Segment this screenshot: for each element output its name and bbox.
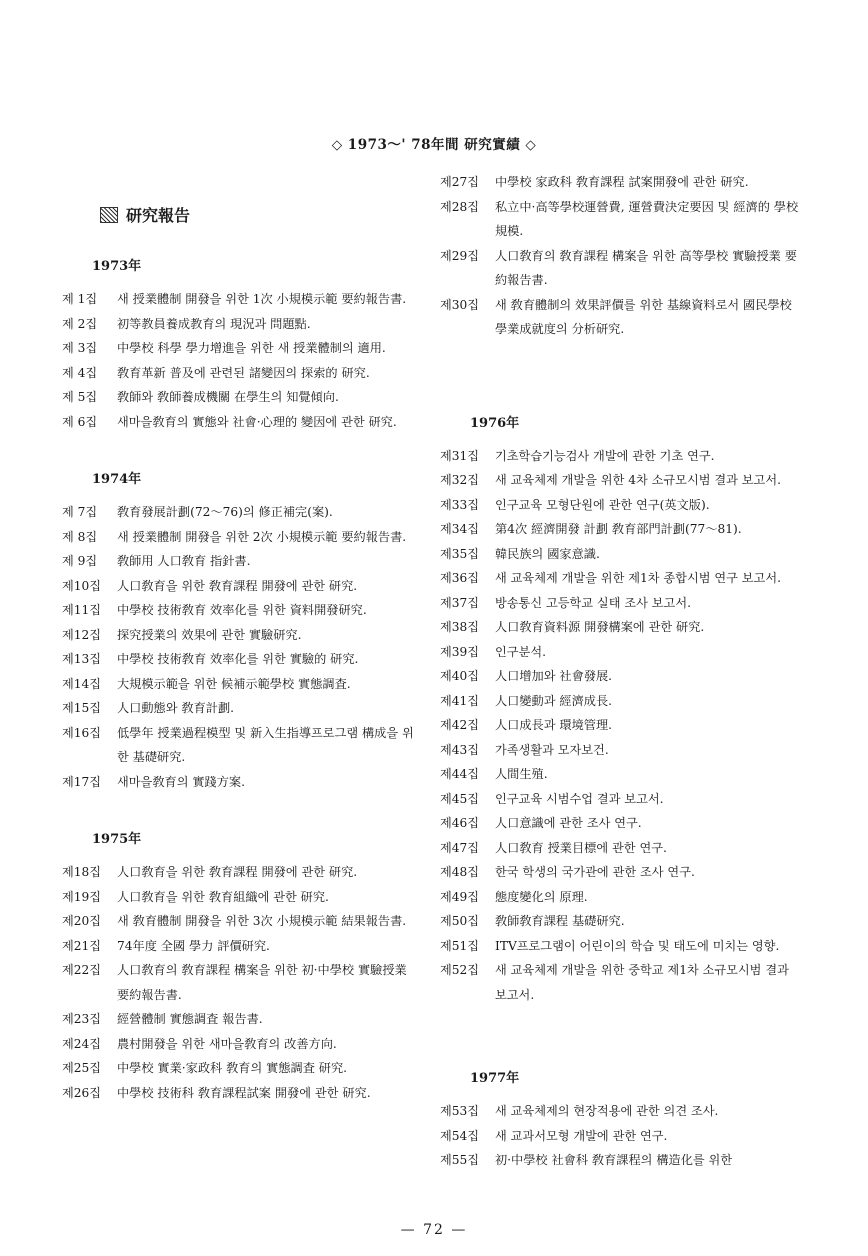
report-title: 가족생활과 모자보건.	[495, 742, 609, 757]
report-number: 제46집	[440, 816, 480, 830]
report-number: 제27집	[440, 175, 480, 189]
list-item	[440, 566, 800, 591]
report-number: 제12집	[62, 627, 102, 642]
report-title: 敎育革新 普及에 관련된 諸變因의 探索的 研究.	[117, 365, 370, 380]
list-item	[62, 312, 422, 337]
list-item	[62, 574, 422, 599]
list-item	[440, 885, 800, 910]
report-title: 初·中學校 社會科 敎育課程의 構造化를 위한	[495, 1153, 733, 1167]
report-number: 제36집	[440, 571, 480, 585]
report-title: 中學校 實業·家政科 敎育의 實態調査 研究.	[117, 1061, 348, 1075]
report-title: 새 교과서모형 개발에 관한 연구.	[495, 1128, 668, 1143]
report-number: 제34집	[440, 522, 480, 536]
section-heading	[100, 203, 190, 226]
report-title: 새 授業體制 開發을 위한 2次 小規模示範 要約報告書.	[117, 529, 407, 544]
report-number: 제35집	[440, 546, 480, 561]
report-title: 人口敎育을 위한 敎育組織에 관한 研究.	[117, 889, 329, 904]
report-title: 敎師와 敎師養成機關 在學生의 知覺傾向.	[117, 390, 339, 404]
report-number: 제55집	[440, 1153, 480, 1167]
list-item	[62, 410, 422, 435]
list-item	[440, 762, 800, 787]
report-title: 새마을敎育의 實踐方案.	[117, 774, 245, 789]
list-item	[440, 170, 800, 195]
report-title: 한국 학생의 국가관에 관한 조사 연구.	[495, 865, 695, 879]
report-title: 人口成長과 環境管理.	[495, 718, 613, 732]
list-item	[62, 721, 422, 770]
report-title: 中學校 技術敎育 效率化를 위한 實驗的 研究.	[117, 652, 359, 666]
list-item	[62, 1081, 422, 1106]
list-item	[440, 517, 800, 542]
list-item	[440, 444, 800, 469]
report-title: 低學年 授業過程模型 및 新入生指導프로그램 構成을 위한 基礎研究.	[117, 725, 414, 764]
report-number: 제45집	[440, 791, 480, 806]
list-item	[440, 664, 800, 689]
report-number: 제19집	[62, 889, 102, 904]
report-number: 제 6집	[62, 414, 98, 429]
list-item	[440, 591, 800, 616]
report-title: 人口敎育의 敎育課程 構案을 위한 高等學校 實驗授業 要約報告書.	[495, 248, 797, 287]
report-number: 제48집	[440, 865, 480, 879]
report-number: 제40집	[440, 669, 480, 683]
report-number: 제21집	[62, 938, 102, 953]
report-number: 제47집	[440, 840, 480, 855]
page-number: — 72 —	[400, 1222, 468, 1238]
year-heading-1973: 1973年	[92, 259, 142, 274]
report-title: 人口增加와 社會發展.	[495, 669, 613, 683]
left-column	[62, 255, 422, 1105]
list-item	[440, 811, 800, 836]
list-item	[62, 549, 422, 574]
list-item	[440, 293, 800, 342]
hatched-square-icon	[100, 207, 118, 223]
list-item	[62, 770, 422, 795]
report-number: 제51집	[440, 938, 480, 953]
report-title: 人口敎育을 위한 敎育課程 開發에 관한 研究.	[117, 578, 358, 593]
report-number: 제54집	[440, 1128, 480, 1143]
year-heading-1976: 1976年	[470, 415, 520, 431]
report-number: 제43집	[440, 742, 480, 757]
report-title: 새 교육체제 개발을 위한 제1차 종합시범 연구 보고서.	[495, 571, 781, 585]
report-title: 敎師用 人口敎育 指針書.	[117, 554, 251, 568]
right-column	[440, 170, 800, 1173]
report-title: 人口動態와 敎育計劃.	[117, 701, 235, 715]
report-number: 제37집	[440, 595, 480, 610]
report-title: 初等教員養成教育의 現況과 問題點.	[117, 316, 311, 331]
list-item	[440, 713, 800, 738]
list-item	[440, 1124, 800, 1149]
list-item	[440, 934, 800, 959]
report-title: 敎師敎育課程 基礎研究.	[495, 914, 625, 928]
list-item	[440, 1099, 800, 1124]
list-item	[440, 195, 800, 244]
list-item	[62, 647, 422, 672]
report-number: 제15집	[62, 701, 102, 715]
report-title: 人口意識에 관한 조사 연구.	[495, 816, 642, 830]
report-title: 人口敎育資料源 開發構案에 관한 研究.	[495, 620, 705, 634]
list-item	[62, 336, 422, 361]
list-item	[62, 909, 422, 934]
report-number: 제50집	[440, 914, 480, 928]
list-item	[440, 958, 800, 1007]
page-header: ◇ 1973〜' 78年間 研究實績 ◇	[331, 137, 537, 153]
year-heading-1977: 1977年	[470, 1071, 520, 1086]
report-title: 새 교육체제 개발을 위한 4차 소규모시범 결과 보고서.	[495, 473, 781, 487]
report-title: 第4次 經濟開發 計劃 敎育部門計劃(77〜81).	[495, 522, 742, 536]
list-item	[62, 500, 422, 525]
list-item	[440, 738, 800, 763]
report-title: 새 敎育體制 開發을 위한 3次 小規模示範 結果報告書.	[117, 914, 407, 928]
list-item	[440, 1148, 800, 1173]
report-title: 人間生殖.	[495, 767, 548, 781]
report-number: 제29집	[440, 248, 480, 263]
report-title: 人口變動과 經濟成長.	[495, 693, 613, 708]
report-number: 제42집	[440, 718, 480, 732]
report-number: 제18집	[62, 865, 102, 879]
list-item	[62, 525, 422, 550]
year-heading-1975: 1975年	[92, 832, 142, 847]
report-title: 새 교육체제의 현장적용에 관한 의견 조사.	[495, 1104, 719, 1118]
list-item	[62, 958, 422, 1007]
report-number: 제28집	[440, 199, 480, 214]
report-title: ITV프로그램이 어린이의 학습 및 태도에 미치는 영향.	[495, 938, 780, 953]
list-item	[62, 885, 422, 910]
report-title: 74年度 全國 學力 評價研究.	[117, 938, 270, 953]
list-item	[440, 468, 800, 493]
section-title: 研究報告	[126, 206, 191, 225]
report-number: 제 7집	[62, 505, 98, 519]
list-item	[62, 287, 422, 312]
report-number: 제11집	[62, 603, 102, 617]
report-title: 敎育發展計劃(72〜76)의 修正補完(案).	[117, 505, 333, 519]
report-number: 제10집	[62, 578, 102, 593]
report-title: 中學校 科學 學力增進을 위한 새 授業體制의 適用.	[117, 341, 386, 355]
report-title: 大規模示範을 위한 候補示範學校 實態調査.	[117, 676, 351, 691]
list-item	[62, 385, 422, 410]
report-title: 農村開發을 위한 새마을敎育의 改善方向.	[117, 1036, 337, 1051]
list-item	[62, 361, 422, 386]
report-title: 새 授業體制 開發을 위한 1次 小規模示範 要約報告書.	[117, 292, 407, 306]
list-item	[440, 689, 800, 714]
list-item	[440, 787, 800, 812]
report-number: 제44집	[440, 767, 480, 781]
list-item	[440, 615, 800, 640]
report-number: 제 9집	[62, 554, 98, 568]
list-item	[62, 1032, 422, 1057]
report-number: 제17집	[62, 774, 102, 789]
report-number: 제32집	[440, 473, 480, 487]
report-number: 제26집	[62, 1085, 102, 1100]
report-title: 인구교육 모형단원에 관한 연구(英文版).	[495, 497, 710, 512]
report-number: 제 5집	[62, 390, 98, 404]
report-number: 제14집	[62, 676, 102, 691]
report-number: 제13집	[62, 652, 102, 666]
report-number: 제 1집	[62, 292, 98, 306]
report-number: 제16집	[62, 725, 102, 740]
report-number: 제 8집	[62, 529, 98, 544]
report-number: 제39집	[440, 644, 480, 659]
report-number: 제 3집	[62, 341, 98, 355]
report-title: 기초학습기능검사 개발에 관한 기초 연구.	[495, 448, 715, 463]
report-title: 인구교육 시범수업 결과 보고서.	[495, 791, 664, 806]
report-title: 韓民族의 國家意識.	[495, 546, 600, 561]
report-title: 새 교육체제 개발을 위한 중학교 제1차 소규모시범 결과 보고서.	[495, 963, 789, 1002]
report-number: 제53집	[440, 1104, 480, 1118]
report-number: 제22집	[62, 963, 102, 977]
report-title: 探究授業의 效果에 관한 實驗研究.	[117, 627, 302, 642]
list-item	[62, 860, 422, 885]
list-item	[440, 493, 800, 518]
list-item	[62, 623, 422, 648]
report-title: 방송통신 고등학교 실태 조사 보고서.	[495, 595, 691, 610]
list-item	[62, 934, 422, 959]
list-item	[440, 542, 800, 567]
list-item	[440, 909, 800, 934]
report-title: 새마을敎育의 實態와 社會·心理的 變因에 관한 研究.	[117, 414, 397, 429]
list-item	[62, 1007, 422, 1032]
report-number: 제 4집	[62, 365, 98, 380]
list-item	[62, 672, 422, 697]
list-item	[440, 244, 800, 293]
report-title: 中學校 家政科 敎育課程 試案開發에 관한 研究.	[495, 175, 749, 189]
list-item	[62, 1056, 422, 1081]
report-number: 제52집	[440, 963, 480, 977]
report-number: 제24집	[62, 1036, 102, 1051]
report-title: 人口敎育의 敎育課程 構案을 위한 初·中學校 實驗授業 要約報告書.	[117, 963, 407, 1002]
report-title: 새 敎育體制의 效果評價를 위한 基線資料로서 國民學校 學業成就度의 分析研究.	[495, 297, 792, 336]
list-item	[440, 640, 800, 665]
report-title: 態度變化의 原理.	[495, 889, 588, 904]
report-title: 中學校 技術敎育 效率化를 위한 資料開發研究.	[117, 603, 367, 617]
year-heading-1974: 1974年	[92, 472, 142, 487]
report-number: 제31집	[440, 448, 480, 463]
report-number: 제30집	[440, 297, 480, 312]
report-number: 제 2집	[62, 316, 98, 331]
report-title: 中學校 技術科 敎育課程試案 開發에 관한 研究.	[117, 1085, 371, 1100]
report-title: 인구분석.	[495, 644, 546, 659]
report-number: 제49집	[440, 889, 480, 904]
report-number: 제25집	[62, 1061, 102, 1075]
report-title: 經營體制 實態調査 報告書.	[117, 1012, 263, 1026]
list-item	[62, 598, 422, 623]
report-title: 人口敎育 授業目標에 관한 연구.	[495, 840, 667, 855]
report-number: 제33집	[440, 497, 480, 512]
list-item	[62, 696, 422, 721]
report-number: 제20집	[62, 914, 102, 928]
report-number: 제38집	[440, 620, 480, 634]
report-number: 제23집	[62, 1012, 102, 1026]
report-title: 人口敎育을 위한 敎育課程 開發에 관한 研究.	[117, 865, 358, 879]
report-title: 私立中·高等學校運營費, 運營費決定要因 및 經濟的 學校規模.	[495, 199, 799, 238]
list-item	[440, 860, 800, 885]
report-number: 제41집	[440, 693, 480, 708]
list-item	[440, 836, 800, 861]
